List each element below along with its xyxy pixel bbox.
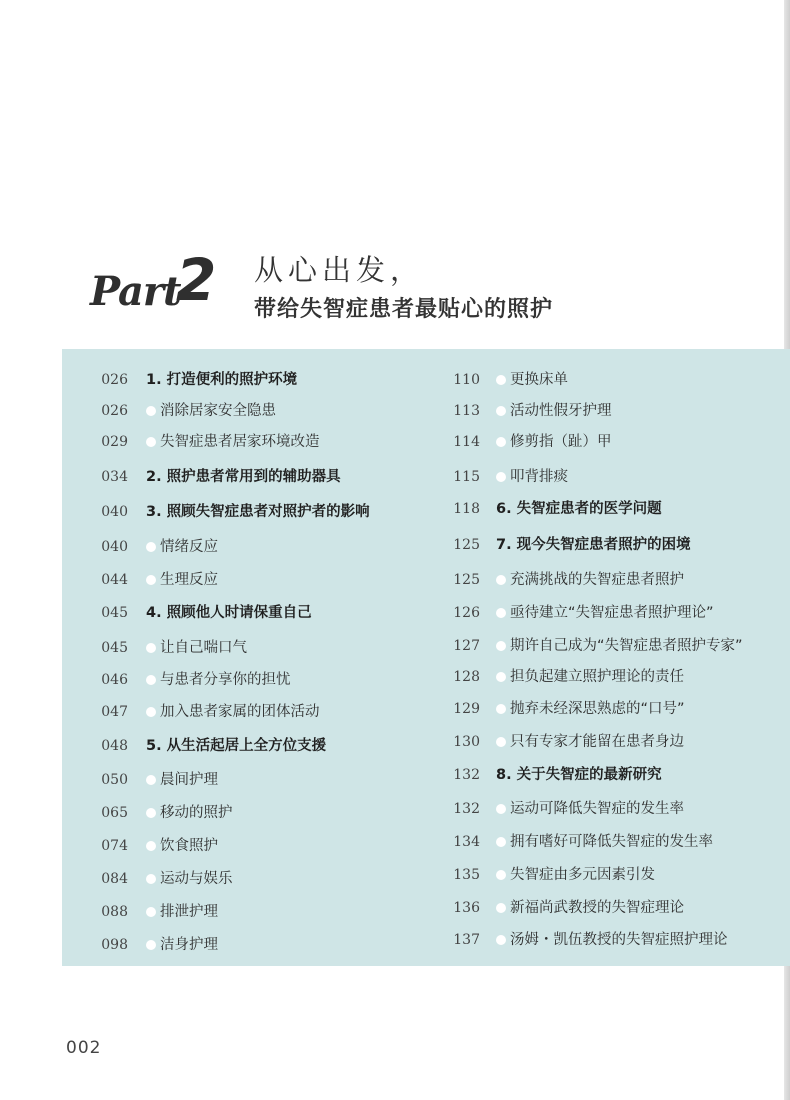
toc-entry-title: 8. 关于失智症的最新研究	[496, 767, 662, 783]
part-subtitle: 带给失智症患者最贴心的照护	[254, 297, 554, 322]
toc-page-number: 125	[453, 537, 480, 553]
toc-entry-title: 3. 照顾失智症患者对照护者的影响	[146, 504, 370, 520]
bullet-dot-icon	[146, 874, 156, 884]
toc-page-number: 065	[101, 805, 128, 821]
toc-page-number: 114	[453, 434, 480, 450]
toc-entry-title: 饮食照护	[160, 838, 218, 854]
bullet-dot-icon	[496, 406, 506, 416]
toc-page-number: 125	[453, 572, 480, 588]
toc-entry-title: 充满挑战的失智症患者照护	[510, 572, 684, 588]
bullet-dot-icon	[496, 704, 506, 714]
toc-page-number: 040	[101, 504, 128, 520]
toc-entry-title: 叩背排痰	[510, 469, 568, 485]
toc-entry-title: 7. 现今失智症患者照护的困境	[496, 537, 691, 553]
toc-page-number: 129	[453, 701, 480, 717]
toc-page-number: 128	[453, 669, 480, 685]
toc-page-number: 132	[453, 801, 480, 817]
toc-entry-title: 失智症由多元因素引发	[510, 867, 655, 883]
toc-page-number: 046	[101, 672, 128, 688]
toc-page-number: 110	[453, 372, 480, 388]
bullet-dot-icon	[496, 641, 506, 651]
toc-page-number: 134	[453, 834, 480, 850]
toc-page-number: 098	[101, 937, 128, 953]
bullet-dot-icon	[496, 903, 506, 913]
toc-entry-title: 只有专家才能留在患者身边	[510, 734, 684, 750]
toc-page-number: 130	[453, 734, 480, 750]
toc-page-number: 132	[453, 767, 480, 783]
toc-page-number: 029	[101, 434, 128, 450]
bullet-dot-icon	[496, 472, 506, 482]
bullet-dot-icon	[496, 608, 506, 618]
toc-entry-title: 1. 打造便利的照护环境	[146, 372, 298, 388]
toc-entry-title: 排泄护理	[160, 904, 218, 920]
toc-entry-title: 抛弃未经深思熟虑的“口号”	[510, 701, 685, 717]
toc-page-number: 045	[101, 640, 128, 656]
toc-entry-title: 运动可降低失智症的发生率	[510, 801, 684, 817]
bullet-dot-icon	[496, 437, 506, 447]
toc-entry-title: 亟待建立“失智症患者照护理论”	[510, 605, 714, 621]
toc-page-number: 113	[453, 403, 480, 419]
toc-page-number: 026	[101, 403, 128, 419]
toc-entry-title: 担负起建立照护理论的责任	[510, 669, 684, 685]
bullet-dot-icon	[146, 707, 156, 717]
toc-entry-title: 让自己喘口气	[160, 640, 247, 656]
bullet-dot-icon	[496, 672, 506, 682]
toc-entry-title: 修剪指（趾）甲	[510, 434, 612, 450]
toc-entry-title: 更换床单	[510, 372, 568, 388]
toc-entry-title: 失智症患者居家环境改造	[160, 434, 320, 450]
bullet-dot-icon	[496, 935, 506, 945]
toc-page-number: 088	[101, 904, 128, 920]
bullet-dot-icon	[496, 575, 506, 585]
toc-entry-title: 移动的照护	[160, 805, 233, 821]
toc-page-number: 044	[101, 572, 128, 588]
toc-page-number: 136	[453, 900, 480, 916]
bullet-dot-icon	[146, 907, 156, 917]
part-label: Part	[90, 268, 181, 315]
part-header	[90, 240, 610, 330]
bullet-dot-icon	[496, 375, 506, 385]
toc-entry-title: 晨间护理	[160, 772, 218, 788]
toc-page-number: 127	[453, 638, 480, 654]
toc-page-number: 084	[101, 871, 128, 887]
bullet-dot-icon	[146, 406, 156, 416]
bullet-dot-icon	[146, 542, 156, 552]
toc-entry-title: 情绪反应	[160, 539, 218, 555]
toc-entry-title: 运动与娱乐	[160, 871, 233, 887]
toc-page-number: 126	[453, 605, 480, 621]
bullet-dot-icon	[146, 808, 156, 818]
toc-page-number: 135	[453, 867, 480, 883]
bullet-dot-icon	[146, 841, 156, 851]
bullet-dot-icon	[146, 575, 156, 585]
toc-page-number: 137	[453, 932, 480, 948]
toc-page-number: 118	[453, 501, 480, 517]
bullet-dot-icon	[496, 837, 506, 847]
toc-entry-title: 汤姆・凯伍教授的失智症照护理论	[510, 932, 728, 948]
part-number: 2	[176, 246, 217, 314]
toc-entry-title: 4. 照顾他人时请保重自己	[146, 605, 312, 621]
toc-entry-title: 与患者分享你的担忧	[160, 672, 291, 688]
toc-page-number: 040	[101, 539, 128, 555]
toc-entry-title: 消除居家安全隐患	[160, 403, 276, 419]
toc-entry-title: 6. 失智症患者的医学问题	[496, 501, 662, 517]
toc-page-number: 050	[101, 772, 128, 788]
toc-page-number: 045	[101, 605, 128, 621]
toc-entry-title: 期许自己成为“失智症患者照护专家”	[510, 638, 743, 654]
toc-page-number: 047	[101, 704, 128, 720]
toc-entry-title: 新福尚武教授的失智症理论	[510, 900, 684, 916]
page-number: 002	[66, 1038, 102, 1058]
bullet-dot-icon	[146, 643, 156, 653]
bullet-dot-icon	[146, 437, 156, 447]
toc-entry-title: 5. 从生活起居上全方位支援	[146, 738, 327, 754]
bullet-dot-icon	[496, 870, 506, 880]
toc-entry-title: 活动性假牙护理	[510, 403, 612, 419]
toc-page-number: 115	[453, 469, 480, 485]
part-title: 从心出发，	[254, 253, 425, 287]
bullet-dot-icon	[496, 737, 506, 747]
table-of-contents	[62, 349, 790, 966]
toc-entry-title: 拥有嗜好可降低失智症的发生率	[510, 834, 713, 850]
toc-page-number: 026	[101, 372, 128, 388]
toc-entry-title: 2. 照护患者常用到的辅助器具	[146, 469, 341, 485]
toc-entry-title: 加入患者家属的团体活动	[160, 704, 320, 720]
bullet-dot-icon	[146, 675, 156, 685]
toc-entry-title: 生理反应	[160, 572, 218, 588]
bullet-dot-icon	[146, 775, 156, 785]
toc-page-number: 034	[101, 469, 128, 485]
toc-entry-title: 洁身护理	[160, 937, 218, 953]
bullet-dot-icon	[146, 940, 156, 950]
bullet-dot-icon	[496, 804, 506, 814]
toc-page-number: 074	[101, 838, 128, 854]
toc-page-number: 048	[101, 738, 128, 754]
